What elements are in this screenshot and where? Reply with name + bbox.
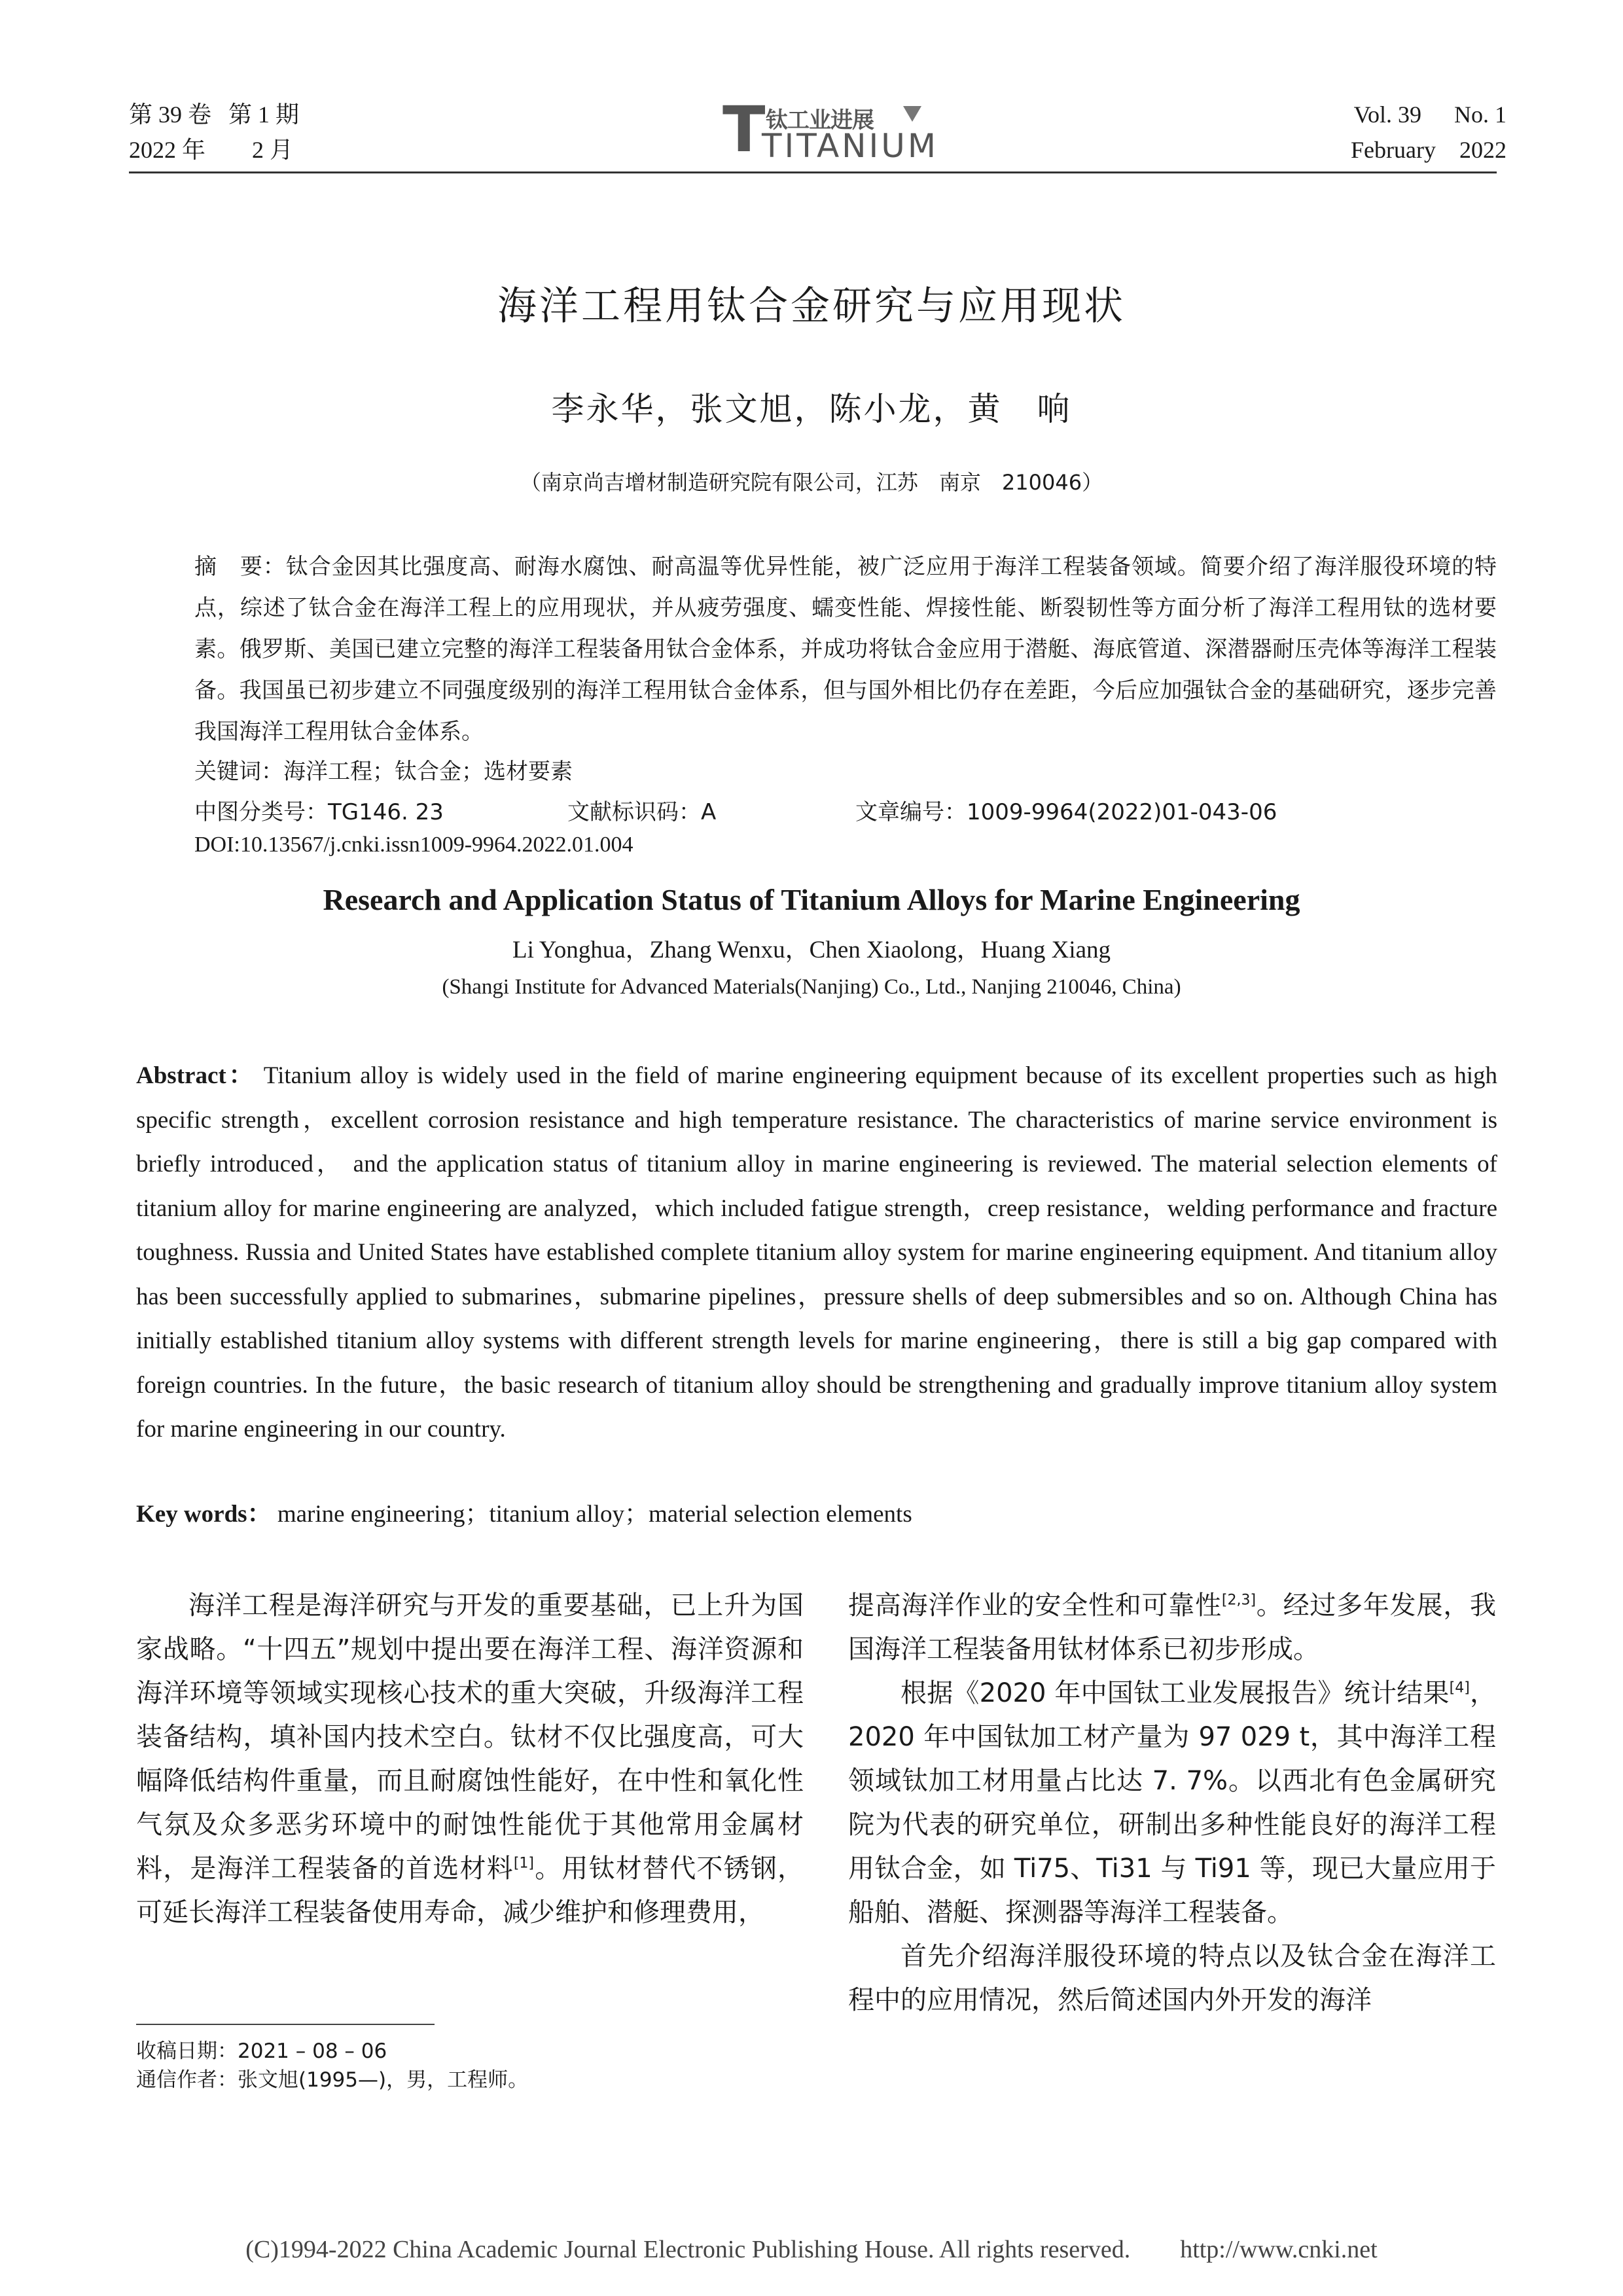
paper-title-cn: 海洋工程用钛合金研究与应用现状: [497, 283, 1126, 329]
issue-en: No. 1: [1454, 101, 1507, 128]
abstract-cn-label: 摘 要：: [194, 554, 286, 580]
volume-cn: 第 39 卷: [129, 101, 212, 128]
journal-issue-en: [1351, 97, 1507, 168]
keywords-cn-label: 关键词：: [194, 759, 283, 785]
authors-cn: 李永华，张文旭，陈小龙，黄 响: [551, 390, 1072, 428]
keywords-cn: [194, 753, 573, 791]
citation-ref: [4]: [1449, 1679, 1470, 1696]
issue-cn: 第 1 期: [228, 101, 300, 128]
body-column-right: [848, 1584, 1496, 2022]
body-paragraph: 海洋工程是海洋研究与开发的重要基础，已上升为国家战略。“十四五”规划中提出要在海洋工程、海洋资源和海洋环境等领域实现核心技术的重大突破，升级海洋工程装备结构，填补国内技术空白。钛材不仅比强度高，可大幅降低结构件重量，而且耐腐蚀性能好，在中性和氧化性气氛及众多恶劣环境中的耐蚀性能优于其他常用金属材料，是海洋工程装备的首选材料[1]。用钛材替代不锈钢，可延长海洋工程装备使用寿命，减少维护和修理费用，: [136, 1590, 804, 1928]
abstract-cn: [194, 547, 1497, 753]
received-date: 收稿日期：2021 – 08 – 06: [136, 2039, 387, 2063]
keywords-en: [136, 1494, 912, 1529]
month-en: February: [1351, 137, 1436, 163]
body-paragraph: 提高海洋作业的安全性和可靠性[2,3]。经过多年发展，我国海洋工程装备用钛材体系已初步形成。: [848, 1590, 1497, 1664]
body-paragraph: 根据《2020 年中国钛工业发展报告》统计结果[4]，2020 年中国钛加工材产量为 97 029 t，其中海洋工程领域钛加工材用量占比达 7. 7%。以西北有色金属研究院为代表的研究单位，研制出多种性能良好的海洋工程用钛合金，如 Ti75、Ti31 与 Ti91 等，现已大量应用于船舶、潜艇、探测器等海洋工程装备。: [848, 1678, 1496, 1928]
clc-number: 中图分类号：TG146. 23: [194, 799, 444, 825]
abstract-en-text: Titanium alloy is widely used in the field of marine engineering equipment because of its excellent properties such as high specific strength，excellent corrosion resistance and high temperature resistance. The characteristics of marine service environment is briefly introduced， and the application status of titanium alloy in marine engineering is reviewed. The material selection elements of titanium alloy for marine engineering are analyzed，which included fatigue strength，creep resistance，welding performance and fracture toughness. Russia and United States have established complete titanium alloy system for marine engineering equipment. And titanium alloy has been successfully applied to submarines，submarine pipelines，pressure shells of deep submersibles and so on. Although China has initially established titanium alloy systems with different strength levels for marine engineering，there is still a big gap compared with foreign countries. In the future，the basic research of titanium alloy should be strengthening and gradually improve titanium alloy system for marine engineering in our country.: [136, 1062, 1497, 1443]
doi: DOI:10.13567/j.cnki.issn1009-9964.2022.01.004: [194, 833, 633, 857]
footnote-rule: [136, 2024, 435, 2025]
journal-logo: [722, 93, 939, 166]
authors-en: Li Yonghua，Zhang Wenxu，Chen Xiaolong，Huang Xiang: [512, 937, 1111, 963]
body-column-left: [136, 1584, 804, 1935]
abstract-en: [136, 1054, 1497, 1452]
logo-en-text: TITANIUM: [762, 127, 939, 165]
affiliation-cn: （南京尚吉增材制造研究院有限公司，江苏 南京 210046）: [520, 470, 1103, 495]
body-paragraph: 首先介绍海洋服役环境的特点以及钛合金在海洋工程中的应用情况，然后简述国内外开发的海洋: [848, 1941, 1496, 2015]
year-cn: 2022 年: [129, 137, 206, 163]
abstract-en-label: Abstract：: [136, 1062, 256, 1089]
affiliation-en: (Shangi Institute for Advanced Materials(Nanjing) Co., Ltd., Nanjing 210046, China): [442, 975, 1181, 999]
year-en: 2022: [1459, 137, 1507, 163]
month-cn: 2 月: [252, 137, 294, 163]
logo-cn-text: 钛工业进展: [766, 107, 874, 134]
volume-en: Vol. 39: [1353, 101, 1421, 128]
citation-ref: [1]: [513, 1855, 534, 1872]
logo-triangle-icon: [903, 106, 921, 122]
keywords-en-text: marine engineering；titanium alloy；material selection elements: [271, 1501, 912, 1528]
copyright-notice: (C)1994-2022 China Academic Journal Electronic Publishing House. All rights reserved. http://www.cnki.net: [245, 2236, 1378, 2263]
corresponding-author: 通信作者：张文旭(1995—)，男，工程师。: [136, 2068, 529, 2092]
abstract-cn-text: 钛合金因其比强度高、耐海水腐蚀、耐高温等优异性能，被广泛应用于海洋工程装备领域。简要介绍了海洋服役环境的特点，综述了钛合金在海洋工程上的应用现状，并从疲劳强度、蠕变性能、焊接性能、断裂韧性等方面分析了海洋工程用钛的选材要素。俄罗斯、美国已建立完整的海洋工程装备用钛合金体系，并成功将钛合金应用于潜艇、海底管道、深潜器耐压壳体等海洋工程装备。我国虽已初步建立不同强度级别的海洋工程用钛合金体系，但与国外相比仍存在差距，今后应加强钛合金的基础研究，逐步完善我国海洋工程用钛合金体系。: [194, 554, 1497, 745]
journal-issue-cn: [129, 97, 299, 168]
article-number: 文章编号：1009-9964(2022)01-043-06: [855, 799, 1277, 825]
citation-ref: [2,3]: [1221, 1592, 1257, 1609]
header-rule: [129, 171, 1497, 173]
paper-title-en: Research and Application Status of Titanium Alloys for Marine Engineering: [323, 883, 1300, 916]
keywords-cn-text: 海洋工程；钛合金；选材要素: [283, 759, 573, 785]
logo-t-mark: T: [722, 93, 766, 166]
footnote: [136, 2037, 528, 2094]
keywords-en-label: Key words：: [136, 1501, 272, 1528]
document-code: 文献标识码：A: [567, 799, 717, 825]
